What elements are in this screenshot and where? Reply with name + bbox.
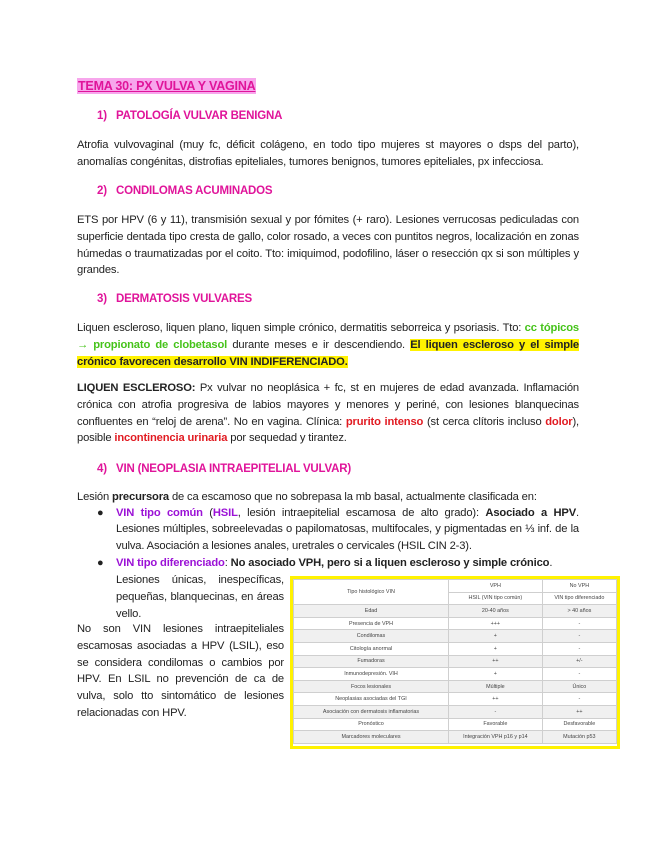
table-cell: Presencia de VPH <box>294 617 449 630</box>
section-3-paragraph-1 <box>77 320 579 370</box>
table-row <box>294 630 617 643</box>
table-row <box>294 718 617 731</box>
table-cell: Único <box>542 680 616 693</box>
table-cell: - <box>542 642 616 655</box>
table-cell: + <box>449 668 543 681</box>
section-2-paragraph: ETS por HPV (6 y 11), transmisión sexual y por fómites (+ raro). Lesiones verrucosas pediculadas con superficie dentada tipo cresta de gallo, color rosado, a veces con puntitos negros, localización en zonas húmedas o traumatizadas por el coito. Tto: imiquimod, podofilino, láser o resección qx si son múltiples y grandes. <box>77 214 579 277</box>
text-run: ), posible <box>77 415 580 445</box>
vin-comparison-table <box>290 576 620 749</box>
table-cell: Marcadores moleculares <box>294 731 449 744</box>
table-cell: Asociación con dermatosis inflamatorias <box>294 705 449 718</box>
text-run: (st cerca clítoris incluso <box>423 415 546 428</box>
table-cell: + <box>449 642 543 655</box>
section-heading-3 <box>97 292 252 306</box>
table-row <box>294 655 617 668</box>
table-cell: 20-40 años <box>449 605 543 618</box>
table-header-row <box>294 580 617 593</box>
section-4-closing-paragraph: No son VIN lesiones intraepiteliales escamosas asociadas a HPV (LSIL), eso se considera condilomas o cambios por HPV. En LSIL no prevención de ca de vulva, solo tto sintomático de lesiones relacionadas con HPV. <box>77 623 284 719</box>
table-cell: + <box>449 630 543 643</box>
page-title: TEMA 30: PX VULVA Y VAGINA <box>78 79 256 93</box>
table-cell: Múltiple <box>449 680 543 693</box>
table-cell: > 40 años <box>542 605 616 618</box>
section-3-paragraph-2 <box>77 380 579 447</box>
list-item-vin-comun <box>116 505 579 554</box>
bullet-icon: ● <box>97 507 104 519</box>
table-cell: - <box>542 668 616 681</box>
table-row <box>294 642 617 655</box>
text-run: de ca escamoso que no sobrepasa la mb basal, actualmente clasificada en: <box>168 491 537 503</box>
table-cell: Fumadoras <box>294 655 449 668</box>
table-cell: - <box>542 630 616 643</box>
section-4-intro <box>77 489 579 506</box>
table-cell: Neoplasias asociadas del TGI <box>294 693 449 706</box>
table-cell: Edad <box>294 605 449 618</box>
table-row <box>294 705 617 718</box>
text-run: Lesión <box>77 491 113 503</box>
text-run: ( <box>202 507 213 519</box>
table-row <box>294 668 617 681</box>
table-cell: Citología anormal <box>294 642 449 655</box>
section-heading-2 <box>97 184 272 198</box>
table-header-col: No VPH <box>542 580 616 593</box>
section-number: 1) <box>97 110 107 122</box>
section-title: PATOLOGÍA VULVAR BENIGNA <box>116 110 283 122</box>
text-run: Liquen escleroso, liquen plano, liquen simple crónico, dermatitis seborreica y psoriasis. Tto: <box>77 322 525 334</box>
table-row <box>294 693 617 706</box>
table-row <box>294 617 617 630</box>
section-title: VIN (NEOPLASIA INTRAEPITELIAL VULVAR) <box>116 463 351 475</box>
text-run: . <box>549 557 553 569</box>
table-subheader-col: HSIL (VIN tipo común) <box>449 592 543 605</box>
symptom-highlight: dolor <box>545 415 573 428</box>
table-row <box>294 605 617 618</box>
term-label: Asociado a HPV <box>485 507 577 519</box>
bullet-icon: ● <box>97 557 104 569</box>
table-row <box>294 680 617 693</box>
table-cell: Focos lesionales <box>294 680 449 693</box>
table-cell: Pronóstico <box>294 718 449 731</box>
table-cell: ++ <box>449 693 543 706</box>
table-cell: ++ <box>449 655 543 668</box>
term-label: No asociado VPH, pero si a liquen escleroso y simple crónico <box>230 557 550 569</box>
text-run: , lesión intraepitelial escamosa de alto grado): <box>237 507 486 519</box>
term-label: HSIL <box>212 507 238 519</box>
table-cell: Desfavorable <box>542 718 616 731</box>
table-subheader-col: VIN tipo diferenciado <box>542 592 616 605</box>
section-1-paragraph: Atrofia vulvovaginal (muy fc, déficit colágeno, en todo tipo mujeres st mayores o dsps del parto), anomalías congénitas, distrofias epiteliales, tumores benignos, tumores epiteliales, px infecciosa. <box>77 139 579 168</box>
table-header-col: VPH <box>449 580 543 593</box>
section-title: CONDILOMAS ACUMINADOS <box>116 185 273 197</box>
table-cell: +++ <box>449 617 543 630</box>
list-item-vin-diferenciado <box>116 555 586 571</box>
section-number: 4) <box>97 463 107 475</box>
section-title: DERMATOSIS VULVARES <box>116 293 252 305</box>
table-cell: Favorable <box>449 718 543 731</box>
table-cell: - <box>542 693 616 706</box>
symptom-highlight: prurito intenso <box>345 415 424 428</box>
text-run: : <box>224 557 231 569</box>
term-label: VIN tipo común <box>116 507 203 519</box>
text-run: Px vulvar no neoplásica + fc, st en mujeres de edad avanzada. Inflamación crónica con atrofia progresiva de labios mayores y menores y periné, con lesiones blanquecinas confluentes en “reloj de arena”. No en vagina. Clínica: <box>77 382 579 428</box>
table-cell: +/- <box>542 655 616 668</box>
table-cell: - <box>542 617 616 630</box>
table-cell: Mutación p53 <box>542 731 616 744</box>
section-heading-4 <box>97 462 351 476</box>
table-row <box>294 731 617 744</box>
symptom-highlight: incontinencia urinaria <box>114 432 228 445</box>
section-number: 3) <box>97 293 107 305</box>
term-label: VIN tipo diferenciado <box>116 557 225 569</box>
section-number: 2) <box>97 185 107 197</box>
term-label: LIQUEN ESCLEROSO: <box>77 382 196 394</box>
text-run: . Lesiones múltiples, sobreelevadas o papilomatosas, multifocales, y pigmentadas en ⅓ inf. de la vulva. Asociación a lesiones anales, uretrales o cervicales (HSIL CIN 2-3). <box>116 507 579 552</box>
term-label: precursora <box>112 491 169 503</box>
text-run: por sequedad y tirantez. <box>227 432 347 445</box>
list-item-continuation: Lesiones únicas, inespecíficas, pequeñas, blanquecinas, en áreas vello. <box>116 574 284 620</box>
key-fact-highlight: El liquen escleroso y el simple crónico favorecen desarrollo VIN INDIFERENCIADO. <box>77 338 579 368</box>
section-heading-1 <box>97 109 282 123</box>
treatment-highlight: cc tópicos → propionato de clobetasol <box>77 322 579 351</box>
table-header-label: Tipo histológico VIN <box>294 580 449 605</box>
table-cell: Integración VPH p16 y p14 <box>449 731 543 744</box>
table-cell: ++ <box>542 705 616 718</box>
text-run: durante meses e ir descendiendo. <box>227 338 411 351</box>
table-cell: - <box>449 705 543 718</box>
table-cell: Inmunodepresión. VIH <box>294 668 449 681</box>
table-cell: Condilomas <box>294 630 449 643</box>
